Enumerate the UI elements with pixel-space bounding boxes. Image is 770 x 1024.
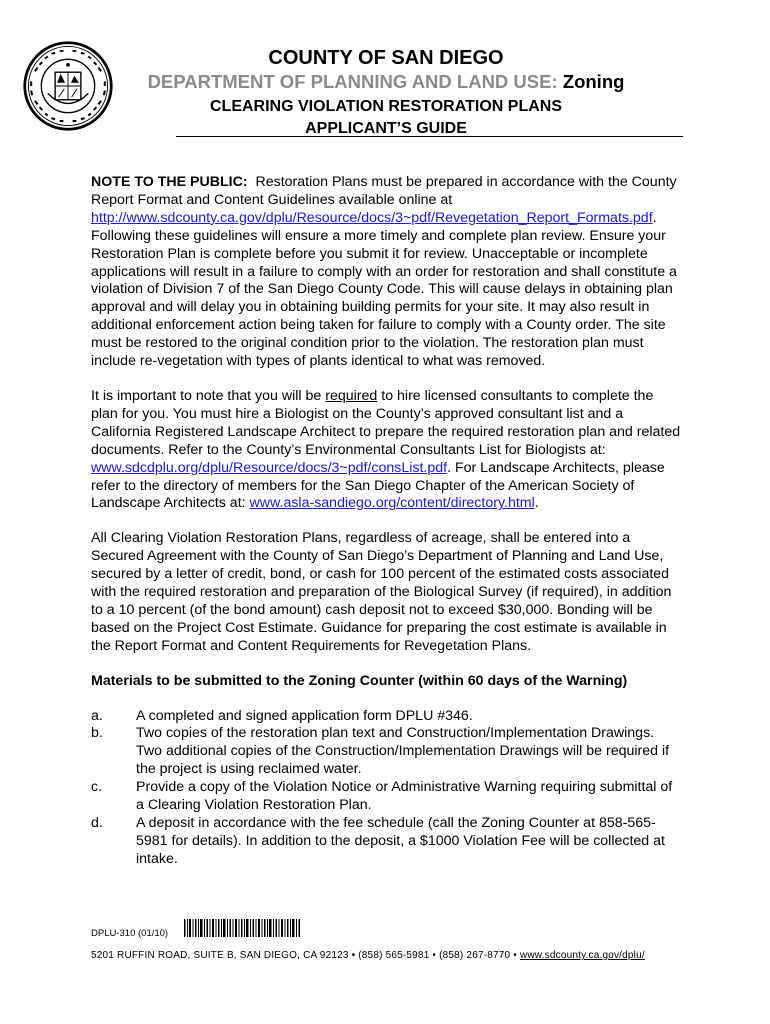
list-item-letter: c.: [91, 779, 103, 796]
consultants-text-2: to hire licensed consultants to complete the plan for you. You must hire a Biologist on the County’s approved consultant list and a California Registered Landscape Architect to prepare the required restoration plan and related documents. Refer to the County’s Environmental Consultants List for Biologists at:: [91, 387, 681, 458]
department-name: DEPARTMENT OF PLANNING AND LAND USE:: [147, 71, 558, 92]
required-word: required: [325, 387, 378, 404]
form-code: DPLU-310 (01/10): [91, 928, 169, 939]
document-title: CLEARING VIOLATION RESTORATION PLANS: [209, 98, 562, 115]
guidelines-link[interactable]: http://www.sdcounty.ca.gov/dplu/Resource/docs/3~pdf/Revegetation_Report_Formats.pdf: [91, 209, 653, 226]
note-paragraph: [91, 174, 683, 371]
header-divider: [176, 136, 683, 137]
materials-heading: Materials to be submitted to the Zoning Counter (within 60 days of the Warning): [91, 672, 628, 689]
list-item: [91, 815, 683, 869]
consultants-text-4: .: [534, 495, 539, 512]
list-item-text: Two copies of the restoration plan text and Construction/Implementation Drawings. Two additional copies of the Construction/Implementation Drawings will be required if the project is using reclaimed water.: [136, 725, 670, 778]
list-item-letter: b.: [91, 725, 103, 742]
note-text-2: . Following these guidelines will ensure a more timely and complete plan review. Ensure your Restoration Plan is complete before you submit it for review. Unacceptable or incomplete applications will result in a failure to comply with an order for restoration and shall constitute a violation of Division 7 of the San Diego County Code. This will cause delays in obtaining plan approval and will delay you in obtaining building permits for your site. It may also result in additional enforcement action being taken for failure to comply with a County order. The site must be restored to the original condition prior to the violation. The restoration plan must include re-vegetation with types of plants identical to what was removed.: [91, 209, 677, 370]
list-item: [91, 725, 683, 779]
consultants-text-3: . For Landscape Architects, please refer to the directory of members for the San Diego Chapter of the American Society of Landscape Architects at:: [91, 459, 665, 512]
list-item-text: A deposit in accordance with the fee schedule (call the Zoning Counter at 858-565-5981 for details). In addition to the deposit, a $1000 Violation Fee will be collected at intake.: [136, 815, 665, 867]
county-seal-icon: [22, 40, 114, 132]
consultants-text-1: It is important to note that you will be: [91, 387, 322, 404]
document-subtitle: APPLICANT’S GUIDE: [305, 120, 467, 137]
asla-directory-link[interactable]: www.asla-sandiego.org/content/directory.html: [249, 495, 535, 512]
footer-address: [91, 950, 691, 961]
agreement-paragraph: All Clearing Violation Restoration Plans, regardless of acreage, shall be entered into a Secured Agreement with the County of San Diego’s Department of Planning and Land Use, secured by a letter of credit, bond, or cash for 100 percent of the estimated costs associated with the required restoration and preparation of the Biological Survey (if required), in addition to a 10 percent (of the bond amount) cash deposit not to exceed $30,000. Bonding will be based on the Project Cost Estimate. Guidance for preparing the cost estimate is available in the Report Format and Content Requirements for Revegetation Plans.: [91, 530, 672, 654]
document-body: [91, 174, 683, 869]
note-label: NOTE TO THE PUBLIC:: [91, 174, 248, 190]
list-item-text: A completed and signed application form DPLU #346.: [136, 707, 473, 724]
list-item: [91, 708, 683, 726]
consultants-paragraph: [91, 388, 683, 513]
division-name: Zoning: [562, 71, 625, 92]
list-item: [91, 779, 683, 815]
barcode-icon: [184, 919, 300, 937]
website-link[interactable]: www.sdcounty.ca.gov/dplu/: [519, 950, 645, 961]
list-item-letter: a.: [91, 707, 103, 724]
list-item-letter: d.: [91, 815, 103, 831]
address-text: 5201 RUFFIN ROAD, SUITE B, SAN DIEGO, CA 92123 • (858) 565-5981 • (858) 267-8770 •: [91, 950, 517, 961]
department-line: [118, 70, 654, 94]
consultant-list-link[interactable]: www.sdcdplu.org/dplu/Resource/docs/3~pdf/consList.pdf: [91, 459, 448, 476]
note-text-1: Restoration Plans must be prepared in accordance with the County Report Format and Content Guidelines available online at: [91, 174, 677, 208]
county-title: COUNTY OF SAN DIEGO: [268, 47, 504, 69]
list-item-text: Provide a copy of the Violation Notice or Administrative Warning requiring submittal of a Clearing Violation Restoration Plan.: [136, 779, 673, 814]
